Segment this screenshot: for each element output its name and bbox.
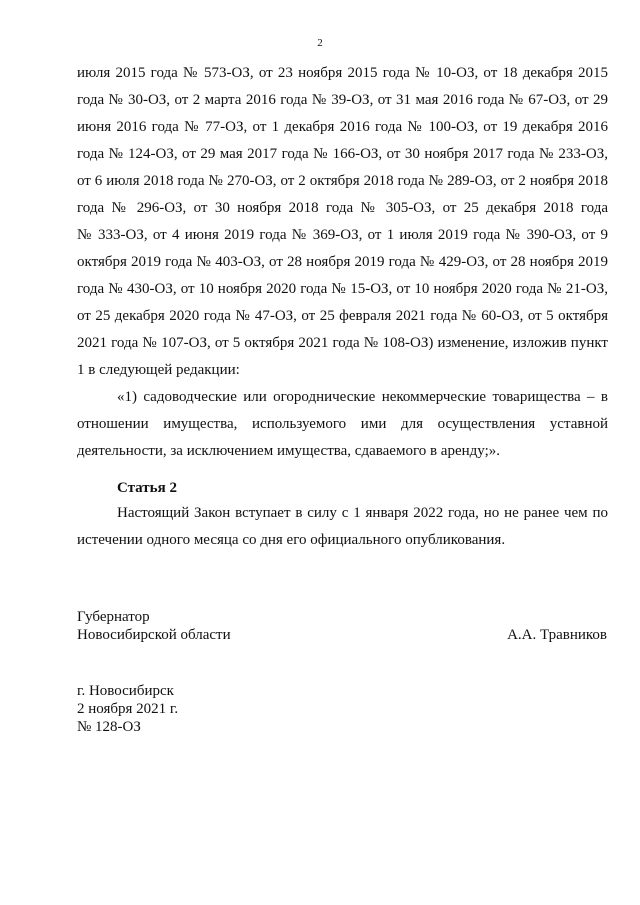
- page-number: 2: [317, 37, 323, 49]
- text-line: от 25 декабря 2020 года № 47-ОЗ, от 25 февраля 2021 года № 60-ОЗ, от 5 октября: [77, 308, 608, 324]
- text-line: от 6 июля 2018 года № 270-ОЗ, от 2 октября 2018 года № 289-ОЗ, от 2 ноября 2018: [77, 173, 608, 189]
- article-2-text: [77, 500, 608, 554]
- amendment-paragraph: [77, 60, 608, 465]
- footer-city: г. Новосибирск: [77, 683, 174, 699]
- text-line: года № 30-ОЗ, от 2 марта 2016 года № 39-ОЗ, от 31 мая 2016 года № 67-ОЗ, от 29: [77, 92, 608, 108]
- text-line: 2021 года № 107-ОЗ, от 5 октября 2021 года № 108-ОЗ) изменение, изложив пункт: [77, 335, 608, 351]
- text-line: 1 в следующей редакции:: [77, 362, 240, 378]
- text-line: июля 2015 года № 573-ОЗ, от 23 ноября 2015 года № 10-ОЗ, от 18 декабря 2015: [77, 65, 608, 81]
- quote-line: деятельности, за исключением имущества, сдаваемого в аренду;».: [77, 443, 501, 459]
- text-line: истечении одного месяца со дня его официального опубликования.: [77, 532, 506, 548]
- text-line: года № 430-ОЗ, от 10 ноября 2020 года № 15-ОЗ, от 10 ноября 2020 года № 21-ОЗ,: [77, 281, 608, 297]
- text-line: года № 296-ОЗ, от 30 ноября 2018 года № 305-ОЗ, от 25 декабря 2018 года: [77, 200, 608, 216]
- text-line: № 333-ОЗ, от 4 июня 2019 года № 369-ОЗ, от 1 июля 2019 года № 390-ОЗ, от 9: [77, 227, 608, 243]
- article-2-heading: Статья 2: [117, 480, 177, 496]
- text-line: октября 2019 года № 403-ОЗ, от 28 ноября 2019 года № 429-ОЗ, от 28 ноября 2019: [77, 254, 608, 270]
- text-line: Настоящий Закон вступает в силу с 1 января 2022 года, но не ранее чем по: [117, 505, 608, 521]
- footer-date: 2 ноября 2021 г.: [77, 701, 179, 717]
- footer-law-number: № 128-ОЗ: [77, 719, 141, 735]
- signatory-title: Губернатор: [77, 609, 150, 625]
- text-line: июня 2016 года № 77-ОЗ, от 1 декабря 2016 года № 100-ОЗ, от 19 декабря 2016: [77, 119, 608, 135]
- text-line: года № 124-ОЗ, от 29 мая 2017 года № 166-ОЗ, от 30 ноября 2017 года № 233-ОЗ,: [77, 146, 608, 162]
- quote-line: отношении имущества, используемого ими для осуществления уставной: [77, 416, 608, 432]
- signatory-region: Новосибирской области: [77, 627, 231, 643]
- signatory-name: А.А. Травников: [507, 627, 607, 643]
- quote-line: «1) садоводческие или огороднические некоммерческие товарищества – в: [117, 389, 608, 405]
